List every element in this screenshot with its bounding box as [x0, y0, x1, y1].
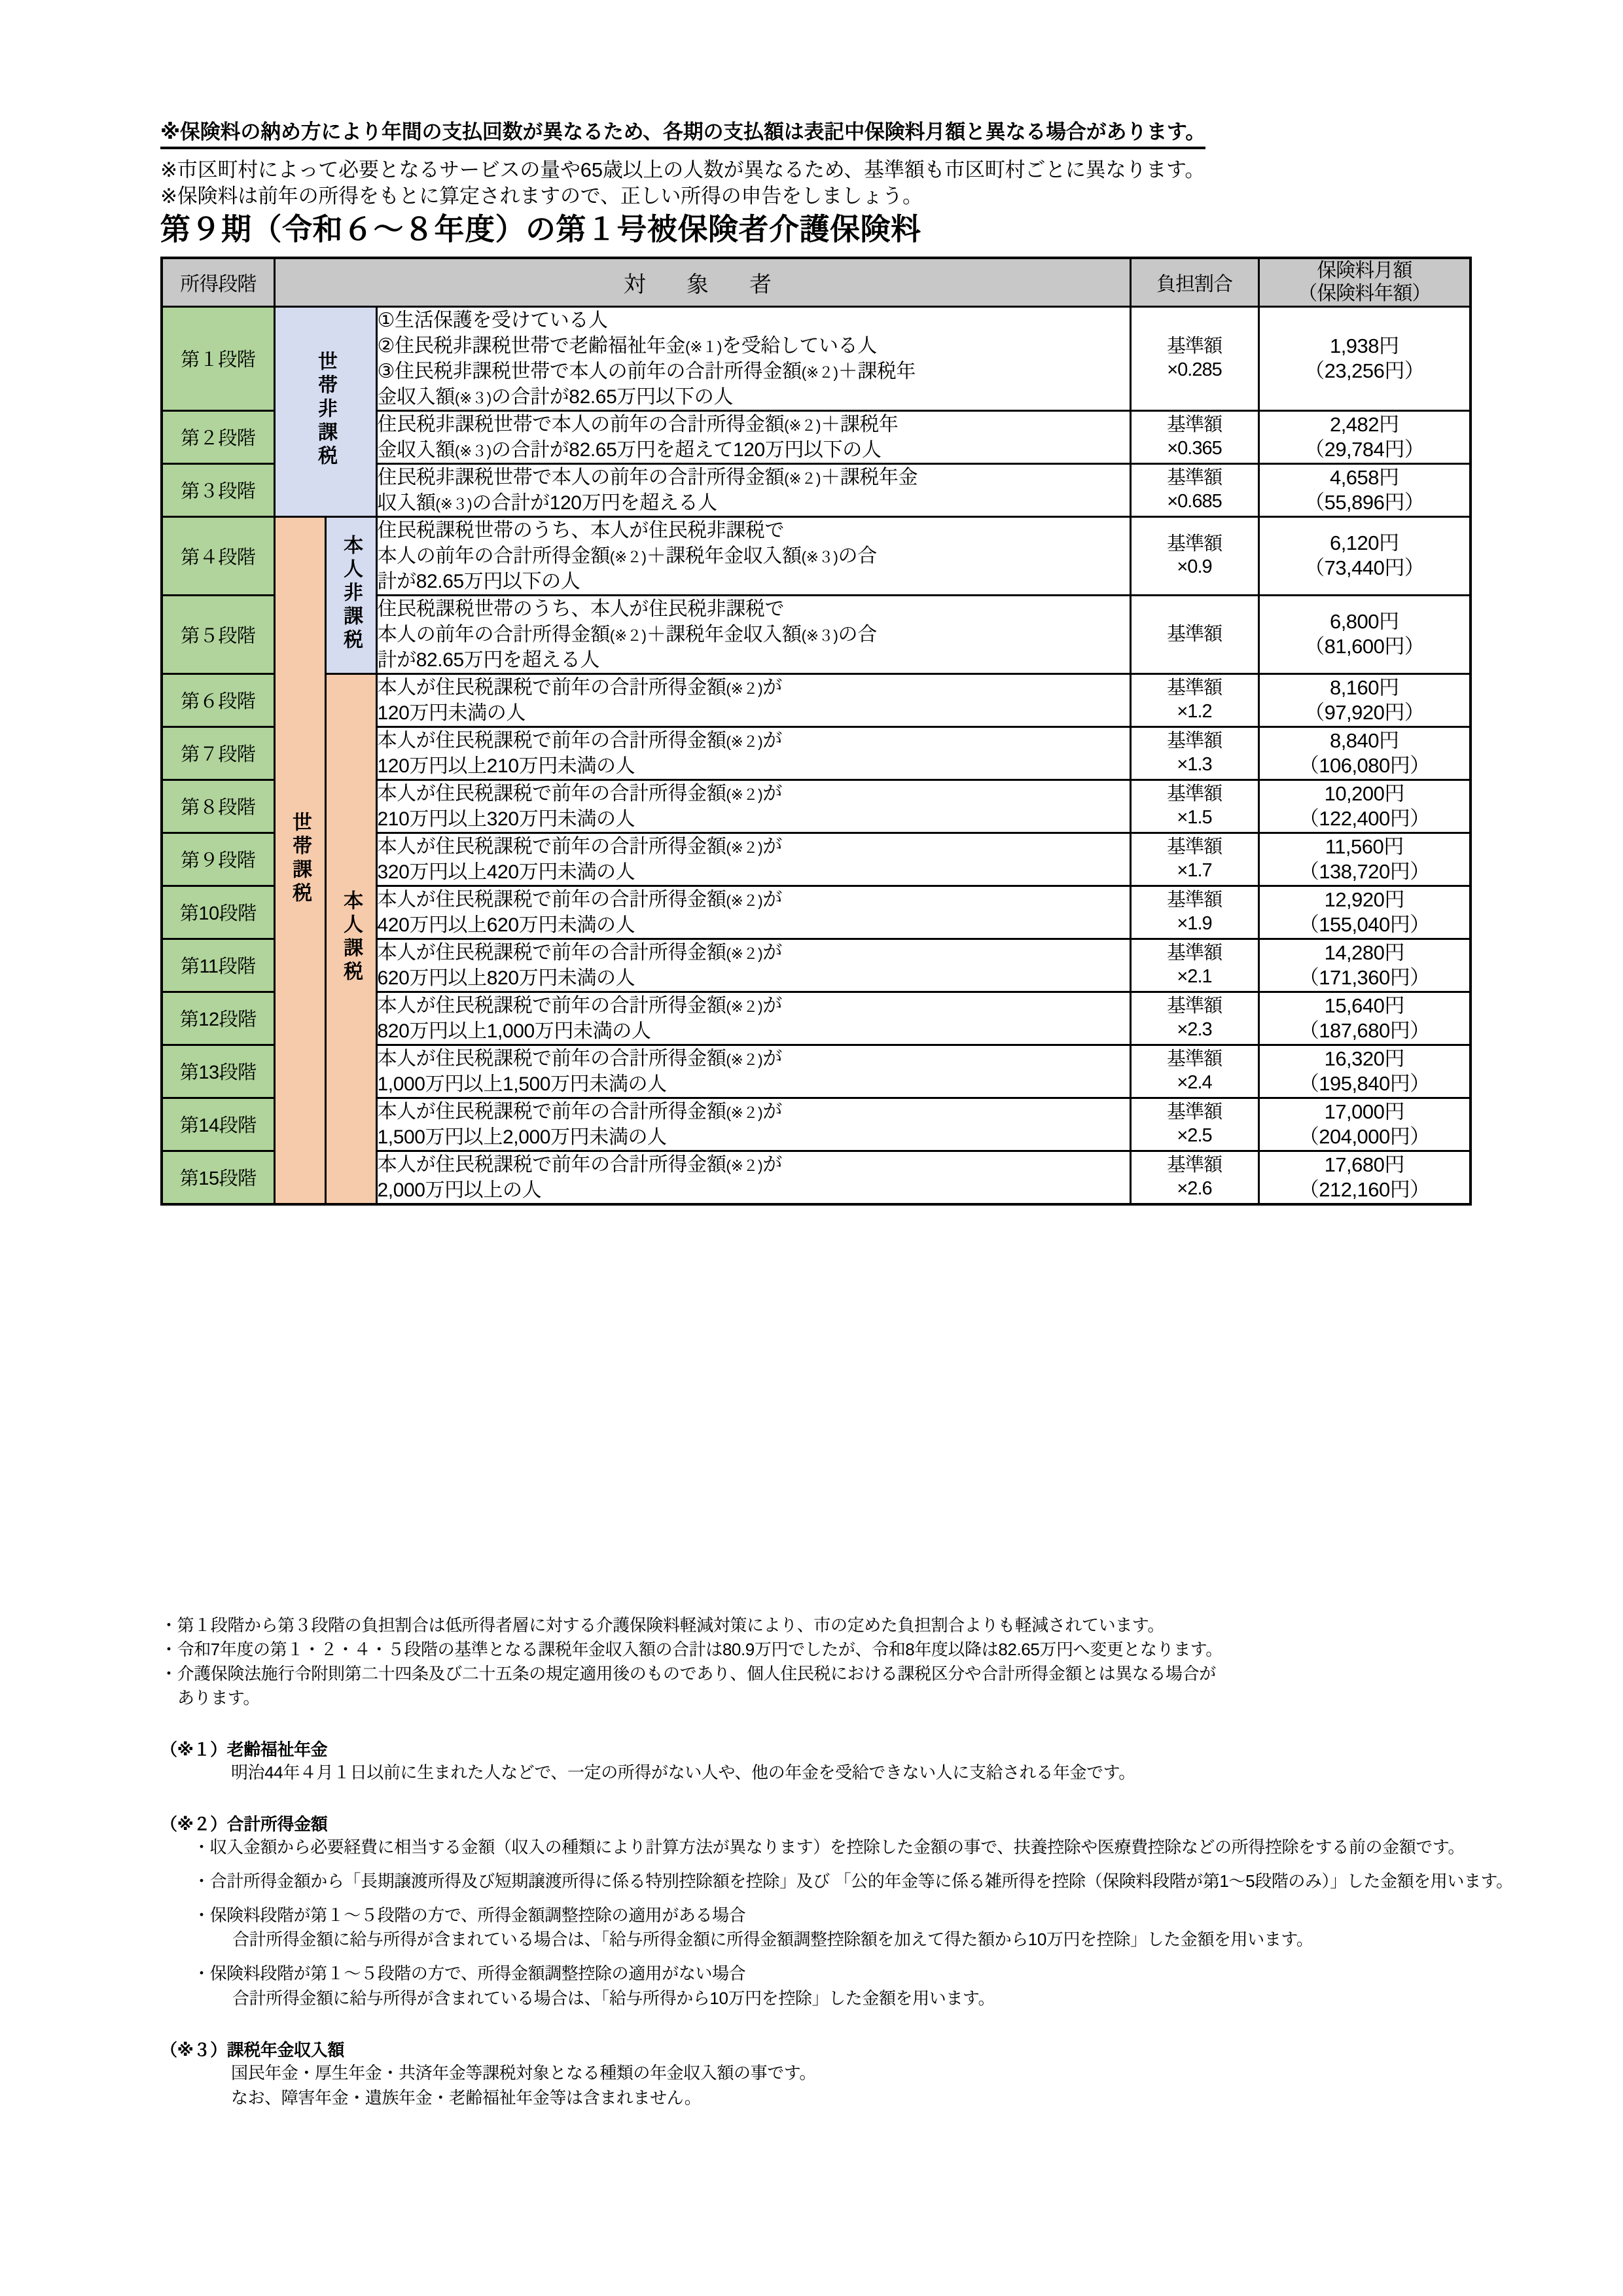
premium-annual: （81,600円）: [1304, 635, 1425, 658]
target-description-cell: 住民税非課税世帯で本人の前年の合計所得金額(※２)＋課税年 金収入額(※３)の合計が82.65万円を超えて120万円以下の人: [376, 410, 1130, 463]
premium-table: [160, 257, 1472, 1206]
rate-base: 基準額: [1166, 414, 1222, 436]
stage-cell: 第１段階: [162, 306, 274, 410]
rate-multiplier: ×0.685: [1167, 490, 1222, 512]
stage-cell: 第11段階: [162, 939, 274, 992]
footnote-1-body: 明治44年４月１日以前に生まれた人などで、一定の所得がない人や、他の年金を受給できない人に支給される年金です。: [231, 1762, 1135, 1782]
footnote-2-heading: （※２）合計所得金額: [160, 1814, 328, 1835]
stage-cell: 第12段階: [162, 992, 274, 1045]
table-row: [162, 306, 1471, 410]
premium-annual: （138,720円）: [1298, 859, 1430, 883]
burden-rate-cell: [1130, 833, 1258, 886]
premium-monthly: 11,560円: [1325, 834, 1404, 858]
premium-monthly: 15,640円: [1324, 994, 1404, 1017]
burden-rate-cell: [1130, 726, 1258, 780]
burden-rate-cell: [1130, 1098, 1258, 1151]
premium-monthly: 4,658円: [1329, 465, 1399, 489]
premium-amount-cell: [1258, 463, 1471, 516]
premium-monthly: 8,160円: [1329, 675, 1399, 699]
rate-base: 基準額: [1166, 783, 1222, 805]
premium-monthly: 8,840円: [1329, 728, 1399, 752]
table-header-row: [162, 258, 1471, 306]
target-description-cell: 本人が住民税課税で前年の合計所得金額(※２)が 620万円以上820万円未満の人: [376, 939, 1130, 992]
rate-base: 基準額: [1166, 533, 1222, 554]
table-row: [162, 673, 1471, 726]
premium-amount-cell: [1258, 673, 1471, 726]
rate-multiplier: ×0.285: [1167, 359, 1222, 380]
rate-base: 基準額: [1166, 467, 1222, 489]
premium-amount-cell: [1258, 1098, 1471, 1151]
premium-amount-cell: [1258, 992, 1471, 1045]
stage-cell: 第７段階: [162, 726, 274, 780]
premium-amount-cell: [1258, 939, 1471, 992]
rate-multiplier: ×1.5: [1177, 806, 1212, 828]
premium-amount-cell: [1258, 1151, 1471, 1204]
top-notices: [160, 119, 1561, 209]
rate-base: 基準額: [1166, 677, 1222, 699]
premium-annual: （155,040円）: [1298, 912, 1430, 936]
stage-cell: 第２段階: [162, 410, 274, 463]
stage-cell: 第10段階: [162, 886, 274, 939]
table-row: [162, 516, 1471, 595]
table-body: [162, 306, 1471, 1204]
premium-amount-cell: [1258, 1045, 1471, 1098]
burden-rate-cell: [1130, 595, 1258, 673]
target-description-cell: 本人が住民税課税で前年の合計所得金額(※２)が 1,500万円以上2,000万円未満の人: [376, 1098, 1130, 1151]
stage-cell: 第３段階: [162, 463, 274, 516]
group-self-exempt: [325, 516, 376, 673]
rate-multiplier: ×2.1: [1177, 965, 1212, 987]
footnote-3-body-2: なお、障害年金・遺族年金・老齢福祉年金等は含まれません。: [231, 2088, 702, 2108]
premium-annual: （171,360円）: [1298, 965, 1430, 989]
premium-table-wrapper: [160, 257, 1469, 1206]
target-description-cell: 本人が住民税課税で前年の合計所得金額(※２)が 210万円以上320万円未満の人: [376, 780, 1130, 833]
premium-annual: （73,440円）: [1304, 556, 1425, 580]
footnote-1: [160, 1736, 1574, 1785]
rate-multiplier: ×2.5: [1177, 1124, 1212, 1146]
page-title: 第９期（令和６～８年度）の第１号被保険者介護保険料: [160, 212, 921, 246]
burden-rate-cell: [1130, 516, 1258, 595]
premium-monthly: 14,280円: [1324, 941, 1404, 964]
footnote-spacer: [160, 1952, 1574, 1962]
premium-amount-cell: [1258, 780, 1471, 833]
rate-base: 基準額: [1166, 623, 1222, 645]
footnote-spacer: [160, 1860, 1574, 1869]
burden-rate-cell: [1130, 306, 1258, 410]
premium-amount-cell: [1258, 306, 1471, 410]
header-burden-rate: 負担割合: [1130, 258, 1258, 306]
header-premium-annual: （保険料年額）: [1298, 283, 1431, 305]
rate-base: 基準額: [1166, 1102, 1222, 1123]
header-premium-monthly: 保険料月額: [1317, 260, 1412, 281]
stage-cell: 第14段階: [162, 1098, 274, 1151]
notice-income-declaration: ※保険料は前年の所得をもとに算定されますので、正しい所得の申告をしましょう。: [160, 184, 923, 207]
stage-cell: 第６段階: [162, 673, 274, 726]
burden-rate-cell: [1130, 780, 1258, 833]
premium-monthly: 12,920円: [1324, 888, 1404, 911]
bottom-note-3-continued: あります。: [177, 1687, 260, 1708]
burden-rate-cell: [1130, 939, 1258, 992]
premium-amount-cell: [1258, 726, 1471, 780]
burden-rate-cell: [1130, 992, 1258, 1045]
rate-base: 基準額: [1166, 889, 1222, 911]
rate-multiplier: ×2.6: [1177, 1177, 1212, 1199]
bottom-note-3: ・介護保険法施行令附則第二十四条及び二十五条の規定適用後のものであり、個人住民税における課税区分や合計所得金額とは異なる場合が: [160, 1663, 1216, 1683]
target-description-cell: 住民税課税世帯のうち、本人が住民税非課税で 本人の前年の合計所得金額(※２)＋課税年金収入額(※３)の合 計が82.65万円を超える人: [376, 595, 1130, 673]
notice-spacer: [160, 149, 1561, 157]
premium-amount-cell: [1258, 516, 1471, 595]
header-income-stage: 所得段階: [162, 258, 274, 306]
rate-base: 基準額: [1166, 336, 1222, 357]
premium-amount-cell: [1258, 886, 1471, 939]
target-description-cell: 本人が住民税課税で前年の合計所得金額(※２)が 320万円以上420万円未満の人: [376, 833, 1130, 886]
premium-annual: （55,896円）: [1304, 490, 1425, 514]
footnote-spacer: [160, 1894, 1574, 1903]
footnote-2-case-1-heading: ・保険料段階が第１～５段階の方で、所得金額調整控除の適用がある場合: [193, 1905, 746, 1925]
group-label: 本人非課税: [340, 534, 362, 653]
premium-monthly: 2,482円: [1329, 412, 1399, 436]
stage-cell: 第８段階: [162, 780, 274, 833]
premium-annual: （97,920円）: [1304, 700, 1425, 724]
header-premium-amount: [1258, 258, 1471, 306]
target-description-cell: 本人が住民税課税で前年の合計所得金額(※２)が 120万円以上210万円未満の人: [376, 726, 1130, 780]
footnote-2-case-1-body: 合計所得金額に給与所得が含まれている場合は、「給与所得金額に所得金額調整控除額を加えて得た額から10万円を控除」した金額を用います。: [232, 1929, 1313, 1950]
footnote-2-case-2-heading: ・保険料段階が第１～５段階の方で、所得金額調整控除の適用がない場合: [193, 1964, 746, 1984]
premium-amount-cell: [1258, 410, 1471, 463]
footnote-2-bullet-2: ・合計所得金額から「長期譲渡所得及び短期譲渡所得に係る特別控除額を控除」及び 「公的年金等に係る雑所得を控除（保険料段階が第1～5段階のみ）」した金額を用います。: [193, 1871, 1513, 1891]
burden-rate-cell: [1130, 1151, 1258, 1204]
target-description-cell: 本人が住民税課税で前年の合計所得金額(※２)が 120万円未満の人: [376, 673, 1130, 726]
burden-rate-cell: [1130, 463, 1258, 516]
premium-monthly: 1,938円: [1329, 334, 1399, 357]
target-description-cell: 本人が住民税課税で前年の合計所得金額(※２)が 820万円以上1,000万円未満の人: [376, 992, 1130, 1045]
premium-annual: （106,080円）: [1298, 753, 1430, 777]
notice-municipality-variation: ※市区町村によって必要となるサービスの量や65歳以上の人数が異なるため、基準額も市区町村ごとに異なります。: [160, 158, 1205, 181]
stage-cell: 第15段階: [162, 1151, 274, 1204]
group-label: 世帯非課税: [315, 351, 336, 469]
premium-annual: （122,400円）: [1298, 806, 1430, 830]
premium-monthly: 10,200円: [1324, 781, 1404, 805]
rate-base: 基準額: [1166, 730, 1222, 752]
group-self-taxed: [325, 673, 376, 1204]
footnote-2-case-2-body: 合計所得金額に給与所得が含まれている場合は、「給与所得から10万円を控除」した金額を用います。: [232, 1988, 995, 2008]
stage-cell: 第５段階: [162, 595, 274, 673]
premium-annual: （23,256円）: [1304, 359, 1425, 382]
rate-base: 基準額: [1166, 996, 1222, 1017]
rate-multiplier: ×1.3: [1177, 753, 1212, 775]
premium-monthly: 6,800円: [1329, 610, 1399, 634]
bottom-note-2: ・令和7年度の第１・２・４・５段階の基準となる課税年金収入額の合計は80.9万円でしたが、令和8年度以降は82.65万円へ変更となります。: [160, 1639, 1222, 1659]
footnote-2: [160, 1811, 1574, 2011]
target-description-cell: ①生活保護を受けている人 ②住民税非課税世帯で老齢福祉年金(※１)を受給している人 ③住民税非課税世帯で本人の前年の合計所得金額(※２)＋課税年 金収入額(※３)の合計が82.65万円以下の人: [376, 306, 1130, 410]
rate-multiplier: ×2.3: [1177, 1018, 1212, 1040]
premium-monthly: 17,680円: [1324, 1153, 1404, 1176]
burden-rate-cell: [1130, 673, 1258, 726]
rate-base: 基準額: [1166, 942, 1222, 964]
target-description-cell: 本人が住民税課税で前年の合計所得金額(※２)が 2,000万円以上の人: [376, 1151, 1130, 1204]
premium-annual: （195,840円）: [1298, 1071, 1430, 1095]
group-household-exempt: [274, 306, 376, 516]
rate-multiplier: ×0.365: [1167, 437, 1222, 459]
header-target-person: 対 象 者: [274, 258, 1130, 306]
stage-cell: 第４段階: [162, 516, 274, 595]
target-description-cell: 本人が住民税課税で前年の合計所得金額(※２)が 420万円以上620万円未満の人: [376, 886, 1130, 939]
burden-rate-cell: [1130, 886, 1258, 939]
stage-cell: 第９段階: [162, 833, 274, 886]
premium-monthly: 6,120円: [1329, 531, 1399, 555]
notice-payment-frequency: ※保険料の納め方により年間の支払回数が異なるため、各期の支払額は表記中保険料月額と異なる場合があります。: [160, 119, 1205, 149]
rate-multiplier: ×1.2: [1177, 700, 1212, 722]
premium-monthly: 16,320円: [1324, 1047, 1404, 1070]
bottom-notes-section: [160, 1613, 1574, 2111]
premium-monthly: 17,000円: [1324, 1100, 1404, 1123]
rate-multiplier: ×1.7: [1177, 859, 1212, 881]
footnote-3: [160, 2037, 1574, 2110]
group-label: 世帯課税: [289, 811, 311, 906]
footnote-3-heading: （※３）課税年金収入額: [160, 2040, 344, 2060]
premium-annual: （29,784円）: [1304, 437, 1425, 461]
rate-multiplier: ×0.9: [1177, 556, 1212, 578]
target-description-cell: 住民税非課税世帯で本人の前年の合計所得金額(※２)＋課税年金 収入額(※３)の合計が120万円を超える人: [376, 463, 1130, 516]
rate-base: 基準額: [1166, 1155, 1222, 1176]
stage-cell: 第13段階: [162, 1045, 274, 1098]
rate-base: 基準額: [1166, 1049, 1222, 1070]
group-label: 本人課税: [340, 889, 362, 984]
rate-base: 基準額: [1166, 836, 1222, 858]
premium-annual: （212,160円）: [1298, 1177, 1430, 1201]
rate-multiplier: ×1.9: [1177, 912, 1212, 934]
footnote-1-heading: （※１）老齢福祉年金: [160, 1739, 328, 1759]
target-description-cell: 住民税課税世帯のうち、本人が住民税非課税で 本人の前年の合計所得金額(※２)＋課税年金収入額(※３)の合 計が82.65万円以下の人: [376, 516, 1130, 595]
premium-annual: （204,000円）: [1298, 1124, 1430, 1148]
burden-rate-cell: [1130, 410, 1258, 463]
group-household-taxed: [274, 516, 325, 1204]
premium-annual: （187,680円）: [1298, 1018, 1430, 1042]
footnote-2-bullet-1: ・収入金額から必要経費に相当する金額（収入の種類により計算方法が異なります）を控除した金額の事で、扶養控除や医療費控除などの所得控除をする前の金額です。: [193, 1837, 1465, 1857]
premium-amount-cell: [1258, 595, 1471, 673]
footnote-3-body-1: 国民年金・厚生年金・共済年金等課税対象となる種類の年金収入額の事です。: [231, 2063, 816, 2083]
premium-amount-cell: [1258, 833, 1471, 886]
target-description-cell: 本人が住民税課税で前年の合計所得金額(※２)が 1,000万円以上1,500万円未満の人: [376, 1045, 1130, 1098]
burden-rate-cell: [1130, 1045, 1258, 1098]
bottom-note-1: ・第１段階から第３段階の負担割合は低所得者層に対する介護保険料軽減対策により、市の定めた負担割合よりも軽減されています。: [160, 1615, 1164, 1635]
rate-multiplier: ×2.4: [1177, 1071, 1212, 1093]
